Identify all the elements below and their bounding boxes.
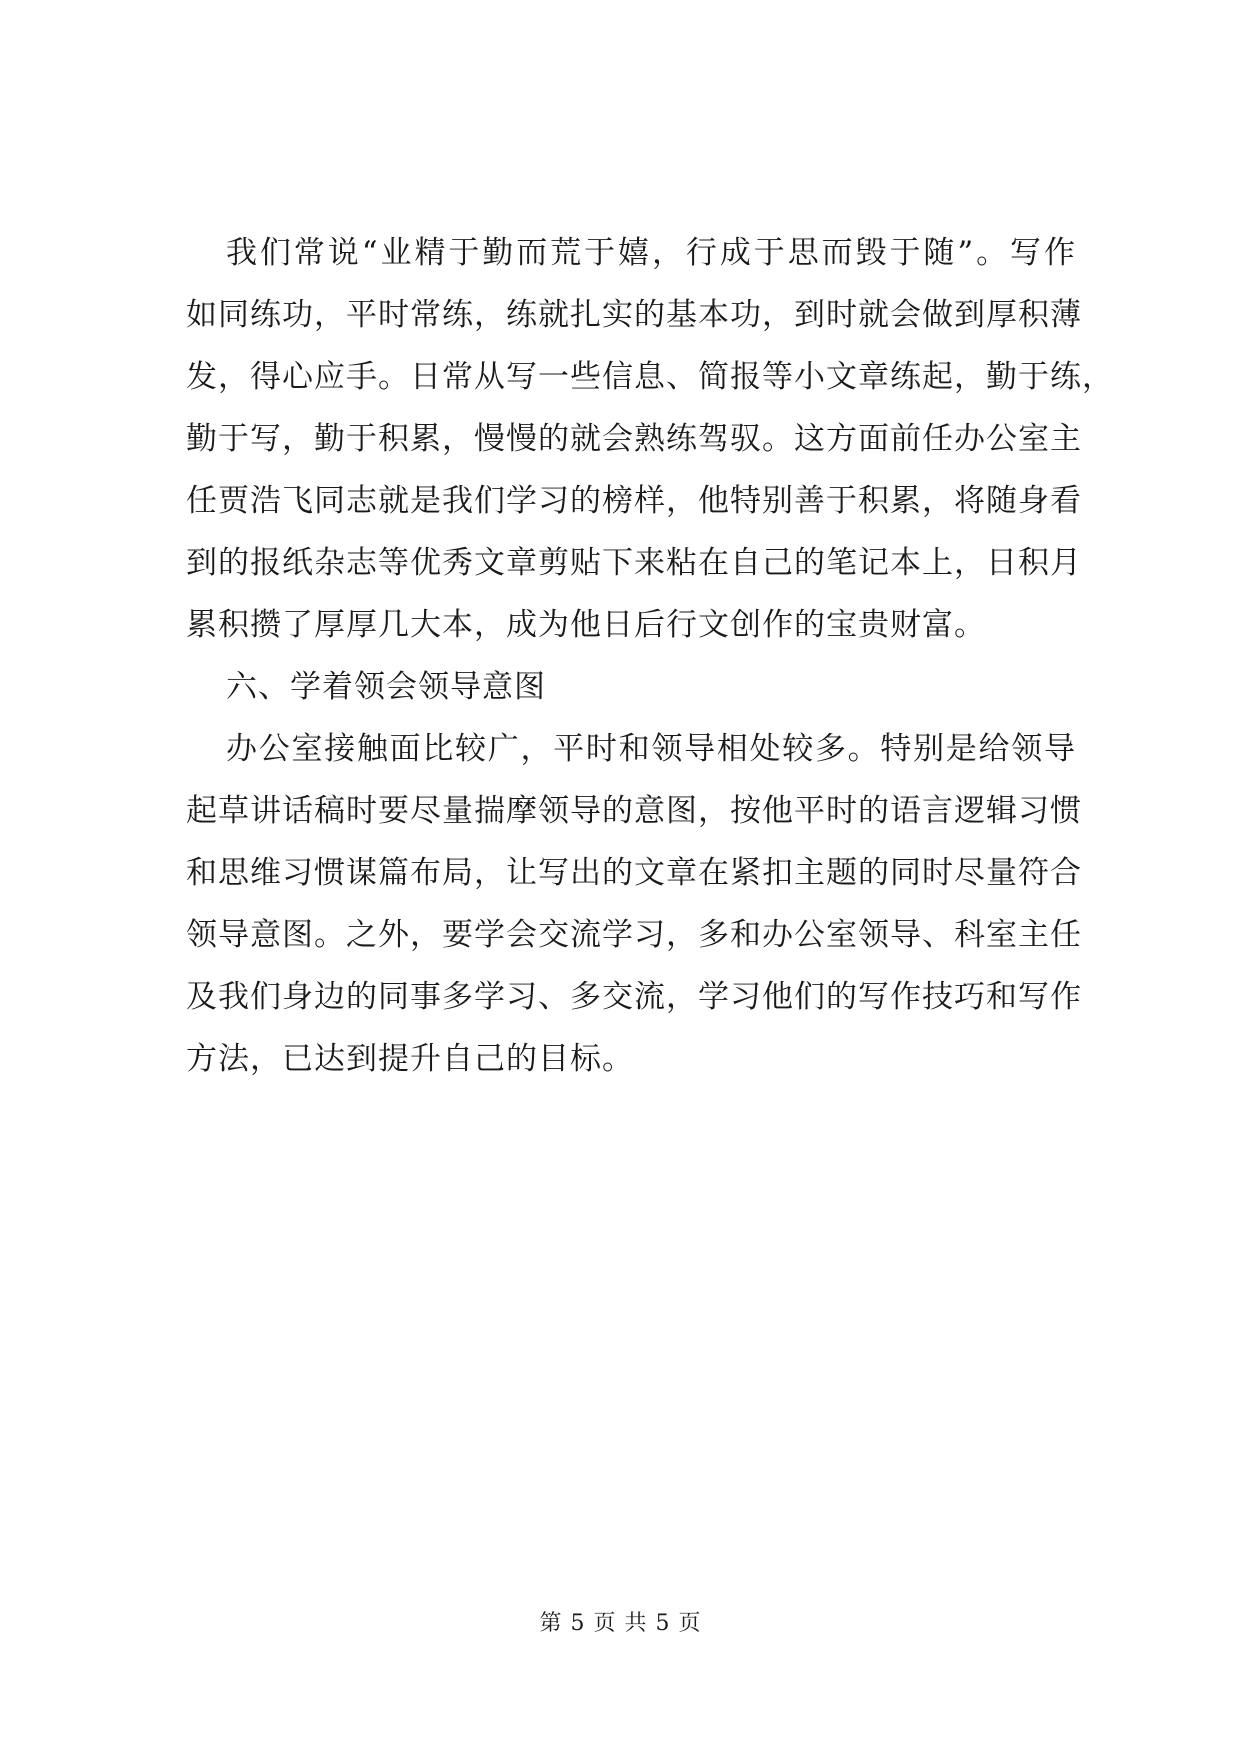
- text-line: 领导意图。之外，要学会交流学习，多和办公室领导、科室主任: [186, 917, 1082, 953]
- paragraph-writing-practice: [186, 222, 1114, 656]
- text-line: 和思维习惯谋篇布局，让写出的文章在紧扣主题的同时尽量符合: [186, 855, 1082, 891]
- text-line: 及我们身边的同事多学习、多交流，学习他们的写作技巧和写作: [186, 979, 1082, 1015]
- section-heading-six: [186, 656, 1076, 718]
- text-line: 任贾浩飞同志就是我们学习的榜样，他特别善于积累，将随身看: [186, 483, 1082, 519]
- document-body: [186, 222, 1114, 1090]
- text-line: 勤于写，勤于积累，慢慢的就会熟练驾驭。这方面前任办公室主: [186, 421, 1082, 457]
- page-number-footer: 第 5 页 共 5 页: [539, 1611, 702, 1636]
- text-line: 办公室接触面比较广，平时和领导相处较多。特别是给领导: [226, 731, 1076, 767]
- text-line: 我们常说“业精于勤而荒于嬉，行成于思而毁于随”。写作: [226, 235, 1076, 271]
- text-line: 起草讲话稿时要尽量揣摩领导的意图，按他平时的语言逻辑习惯: [186, 793, 1082, 829]
- text-line: 累积攒了厚厚几大本，成为他日后行文创作的宝贵财富。: [186, 607, 986, 643]
- section-heading: 六、学着领会领导意图: [226, 669, 546, 705]
- text-line: 到的报纸杂志等优秀文章剪贴下来粘在自己的笔记本上，日积月: [186, 545, 1082, 581]
- text-line: 发，得心应手。日常从写一些信息、简报等小文章练起，勤于练，: [186, 359, 1114, 395]
- paragraph-leader-intent: [186, 718, 1082, 1090]
- text-line: 如同练功，平时常练，练就扎实的基本功，到时就会做到厚积薄: [186, 297, 1082, 333]
- text-line: 方法，已达到提升自己的目标。: [186, 1041, 634, 1077]
